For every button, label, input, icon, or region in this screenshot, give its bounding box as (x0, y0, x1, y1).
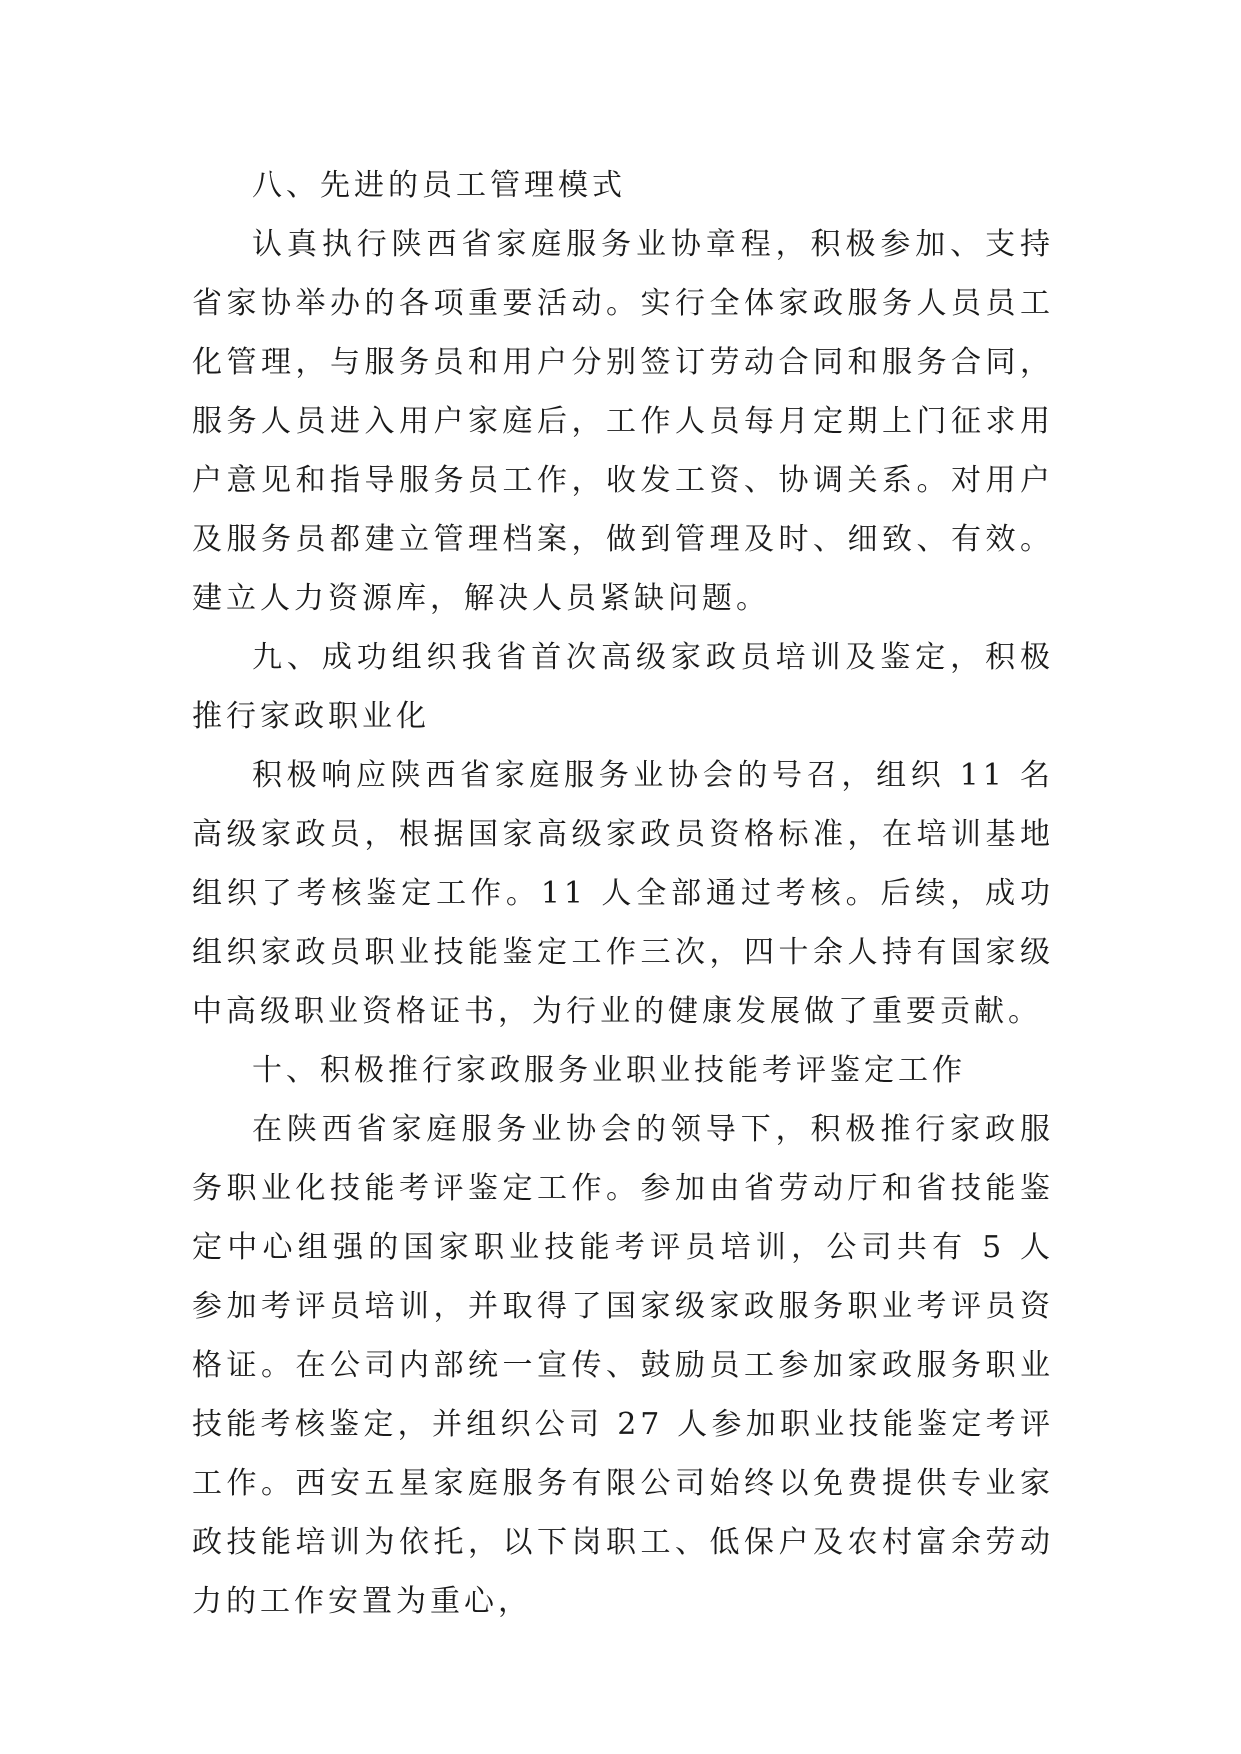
section-heading-9: 九、成功组织我省首次高级家政员培训及鉴定，积极推行家政职业化 (192, 640, 1054, 734)
paragraph-section-10: 在陕西省家庭服务业协会的领导下，积极推行家政服务职业化技能考评鉴定工作。参加由省劳动厅和省技能鉴定中心组强的国家职业技能考评员培训，公司共有 5 人参加考评员培训，并取得了国家级家政服务职业考评员资格证。在公司内部统一宣传、鼓励员工参加家政服务职业技能考核鉴定，并组织公司 27 人参加职业技能鉴定考评工作。西安五星家庭服务有限公司始终以免费提供专业家政技能培训为依托，以下岗职工、低保户及农村富余劳动力的工作安置为重心， (192, 1112, 1054, 1619)
paragraph-section-9: 积极响应陕西省家庭服务业协会的号召，组织 11 名高级家政员，根据国家高级家政员资格标准，在培训基地 组织了考核鉴定工作。11 人全部通过考核。后续，成功组织家政员职业技能鉴定工作三次，四十余人持有国家级中高级职业资格证书，为行业的健康发展做了重要贡献。 (192, 758, 1054, 1029)
section-heading-8: 八、先进的员工管理模式 (252, 168, 626, 203)
document-body (192, 156, 1054, 1631)
section-heading-10: 十、积极推行家政服务业职业技能考评鉴定工作 (252, 1053, 966, 1088)
paragraph-section-8: 认真执行陕西省家庭服务业协章程，积极参加、支持省家协举办的各项重要活动。实行全体家政服务人员员工化管理，与服务员和用户分别签订劳动合同和服务合同，服务人员进入用户家庭后，工作人员每月定期上门征求用户意见和指导服务员工作，收发工资、协调关系。对用户及服务员都建立管理档案，做到管理及时、细致、有效。建立人力资源库，解决人员紧缺问题。 (192, 227, 1054, 616)
